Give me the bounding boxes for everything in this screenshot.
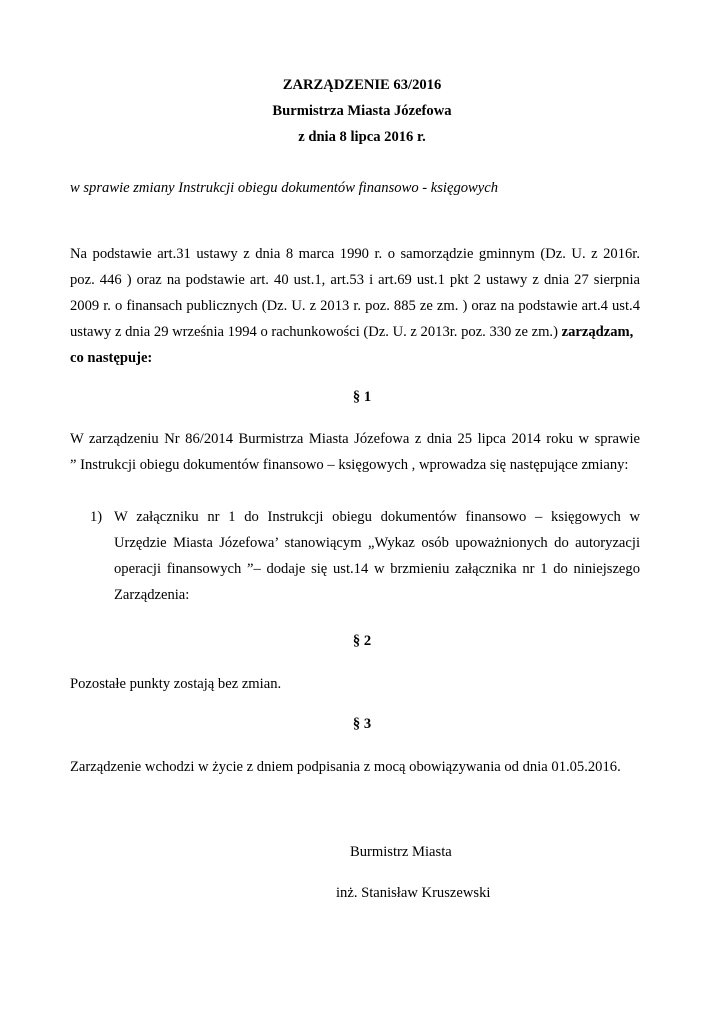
section-1-heading: § 1 (352, 389, 372, 405)
preamble-line: Na podstawie art.31 ustawy z dnia 8 marca 1990 r. o samorządzie gminnym (Dz. U. z 2016r. (70, 246, 640, 262)
document-title: ZARZĄDZENIE 63/2016 (282, 77, 442, 93)
preamble-line-last (70, 319, 640, 345)
preamble-line: ustawy z dnia 29 września 1994 o rachunkowości (Dz. U. z 2013r. poz. 330 ze zm.) (70, 324, 558, 340)
list-item-line: operacji finansowych ”– dodaje się ust.14 w brzmieniu załącznika nr 1 do niniejszego (114, 561, 640, 577)
section-1-line: ” Instrukcji obiegu dokumentów finansowo – księgowych , wprowadza się następujące zmiany: (70, 457, 629, 473)
signature-role: Burmistrz Miasta (350, 844, 452, 860)
list-item-marker: 1) (90, 509, 103, 525)
list-item-line: Zarządzenia: (114, 587, 190, 603)
section-1-line: W zarządzeniu Nr 86/2014 Burmistrza Miasta Józefowa z dnia 25 lipca 2014 roku w sprawie (70, 431, 640, 447)
section-3-text: Zarządzenie wchodzi w życie z dniem podpisania z mocą obowiązywania od dnia 01.05.2016. (70, 759, 621, 775)
preamble (70, 241, 640, 371)
section-3-heading: § 3 (352, 716, 372, 732)
section-1-body (70, 426, 640, 478)
preamble-closing: co następuje: (70, 350, 153, 366)
section-2-text: Pozostałe punkty zostają bez zmian. (70, 676, 282, 692)
preamble-line: poz. 446 ) oraz na podstawie art. 40 ust.1, art.53 i art.69 ust.1 pkt 2 ustawy z dnia 27 sierpnia (70, 272, 640, 288)
document-issuer: Burmistrza Miasta Józefowa (272, 103, 452, 119)
list-item-line: W załączniku nr 1 do Instrukcji obiegu dokumentów finansowo – księgowych w (114, 509, 640, 525)
signature-name: inż. Stanisław Kruszewski (336, 885, 491, 901)
document-date: z dnia 8 lipca 2016 r. (298, 129, 426, 145)
list-item-line: Urzędzie Miasta Józefowa’ stanowiącym „Wykaz osób upoważnionych do autoryzacji (114, 535, 640, 551)
section-2-heading: § 2 (352, 633, 372, 649)
document-subject: w sprawie zmiany Instrukcji obiegu dokumentów finansowo - księgowych (70, 180, 499, 196)
preamble-line: 2009 r. o finansach publicznych (Dz. U. z 2013 r. poz. 885 ze zm. ) oraz na podstawie art.4 ust.4 (70, 298, 640, 314)
list-item (114, 504, 640, 608)
decree-word: zarządzam, (561, 324, 634, 340)
